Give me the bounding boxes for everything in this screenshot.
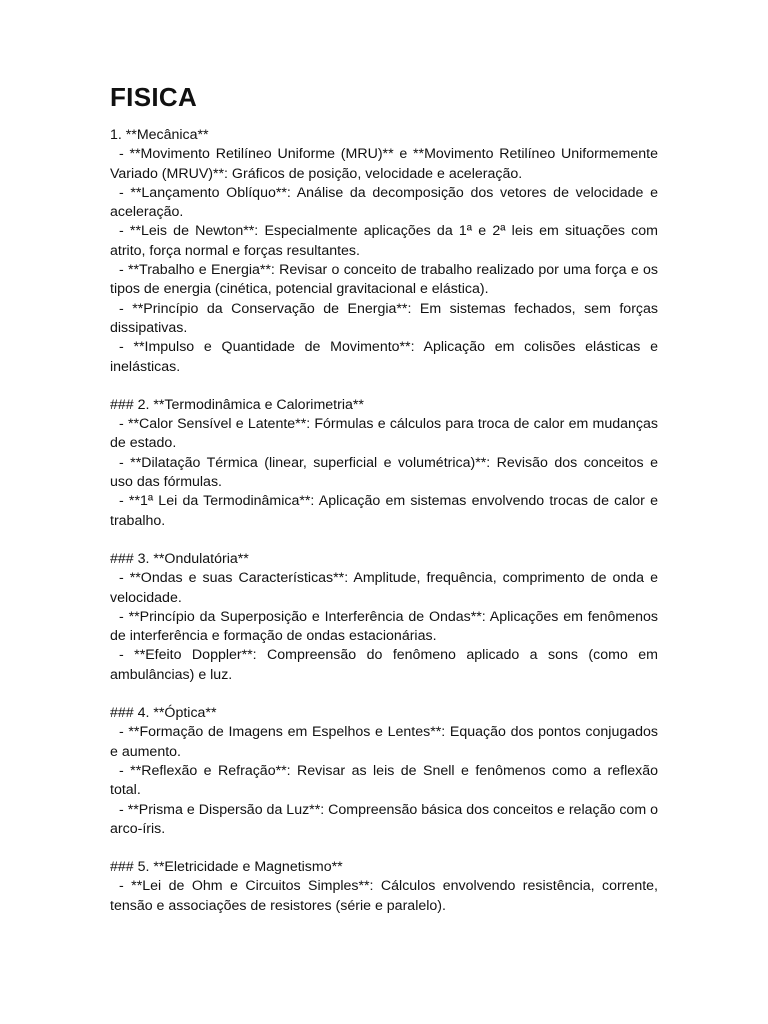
list-item: - **Lei de Ohm e Circuitos Simples**: Cálculos envolvendo resistência, corrente, tensão e associações de resistores (série e paralelo). <box>110 878 658 914</box>
document-page <box>110 82 658 935</box>
section-ondulatoria <box>110 550 658 685</box>
list-item: - **Efeito Doppler**: Compreensão do fenômeno aplicado a sons (como em ambulâncias) e luz. <box>110 647 658 683</box>
list-item: - **Lançamento Oblíquo**: Análise da decomposição dos vetores de velocidade e aceleração. <box>110 184 658 221</box>
list-item: - **Princípio da Conservação de Energia**: Em sistemas fechados, sem forças dissipativas. <box>110 300 658 336</box>
document-title: FISICA <box>110 82 198 112</box>
list-item: - **Movimento Retilíneo Uniforme (MRU)** e **Movimento Retilíneo Uniformemente Variado (MRUV)**: Gráficos de posição, velocidade e aceleração. <box>110 146 658 182</box>
section-heading: ### 4. **Óptica** <box>110 705 217 722</box>
section-optica <box>110 704 658 839</box>
section-mecanica <box>110 126 658 377</box>
list-item: - **Princípio da Superposição e Interferência de Ondas**: Aplicações em fenômenos de interferência e formação de ondas estacionárias. <box>110 608 658 645</box>
section-heading: ### 5. **Eletricidade e Magnetismo** <box>110 859 343 876</box>
list-item: - **Prisma e Dispersão da Luz**: Compreensão básica dos conceitos e relação com o arco-íris. <box>110 801 658 837</box>
list-item: - **Formação de Imagens em Espelhos e Lentes**: Equação dos pontos conjugados e aumento. <box>110 724 658 760</box>
list-item: - **Ondas e suas Características**: Amplitude, frequência, comprimento de onda e velocidade. <box>110 570 658 606</box>
section-heading: 1. **Mecânica** <box>110 127 209 143</box>
section-heading: ### 2. **Termodinâmica e Calorimetria** <box>110 396 364 413</box>
section-termodinamica <box>110 396 658 531</box>
list-item: - **1ª Lei da Termodinâmica**: Aplicação em sistemas envolvendo trocas de calor e trabalho. <box>110 493 658 529</box>
list-item: - **Leis de Newton**: Especialmente aplicações da 1ª e 2ª leis em situações com atrito, força normal e forças resultantes. <box>110 223 658 259</box>
list-item: - **Trabalho e Energia**: Revisar o conceito de trabalho realizado por uma força e os tipos de energia (cinética, potencial gravitacional e elástica). <box>110 262 658 298</box>
section-heading: ### 3. **Ondulatória** <box>110 550 249 567</box>
list-item: - **Calor Sensível e Latente**: Fórmulas e cálculos para troca de calor em mudanças de estado. <box>110 416 658 452</box>
list-item: - **Dilatação Térmica (linear, superficial e volumétrica)**: Revisão dos conceitos e uso das fórmulas. <box>110 454 658 491</box>
list-item: - **Reflexão e Refração**: Revisar as leis de Snell e fenômenos como a reflexão total. <box>110 762 658 799</box>
section-eletricidade <box>110 858 658 916</box>
list-item: - **Impulso e Quantidade de Movimento**: Aplicação em colisões elásticas e inelásticas. <box>110 339 658 375</box>
